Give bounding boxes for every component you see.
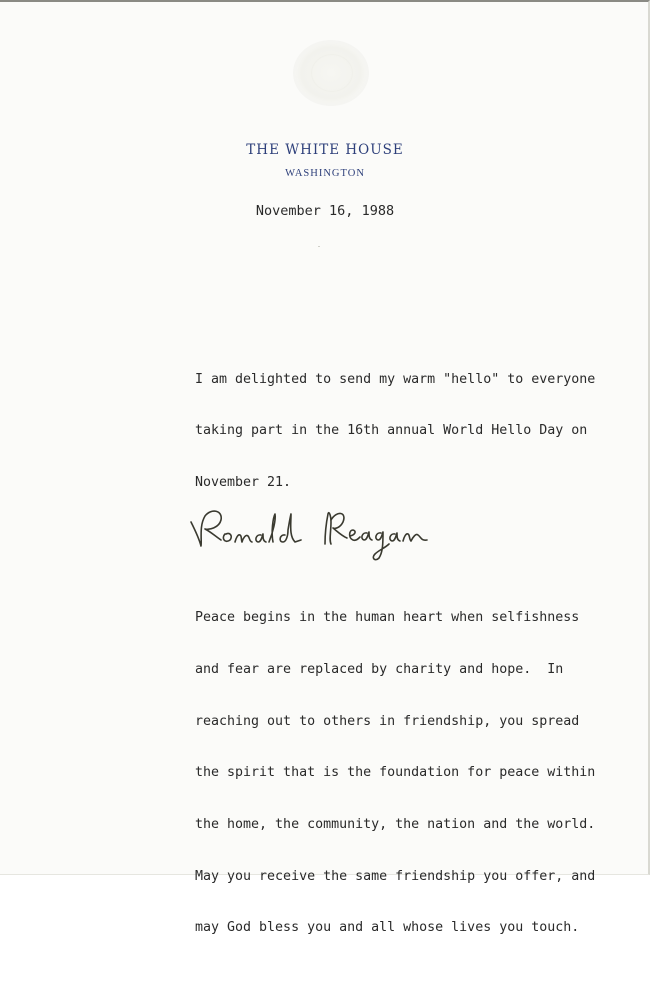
letter-body xyxy=(195,302,615,1005)
body-line: November 21. xyxy=(195,475,292,491)
body-line: and fear are replaced by charity and hope. In xyxy=(195,662,564,678)
body-line: the home, the community, the nation and the world. xyxy=(195,816,596,832)
body-line: the spirit that is the foundation for peace within xyxy=(195,765,596,781)
embossed-seal-icon xyxy=(293,40,369,106)
paragraph-1 xyxy=(195,336,615,525)
signature-icon xyxy=(185,502,450,577)
letterhead-subtitle: WASHINGTON xyxy=(285,168,365,179)
body-line: I am delighted to send my warm "hello" to everyone xyxy=(195,371,596,387)
seal-ring xyxy=(311,54,353,92)
body-line: reaching out to others in friendship, you spread xyxy=(195,713,580,729)
paragraph-2 xyxy=(195,575,615,971)
body-line: taking part in the 16th annual World Hello Day on xyxy=(195,423,588,439)
letterhead-title: THE WHITE HOUSE xyxy=(246,142,404,158)
body-line: May you receive the same friendship you offer, and xyxy=(195,868,596,884)
body-line: Peace begins in the human heart when selfishness xyxy=(195,610,580,626)
paper-speck xyxy=(318,246,320,247)
letter-date: November 16, 1988 xyxy=(255,203,395,219)
body-line: may God bless you and all whose lives you touch. xyxy=(195,920,580,936)
